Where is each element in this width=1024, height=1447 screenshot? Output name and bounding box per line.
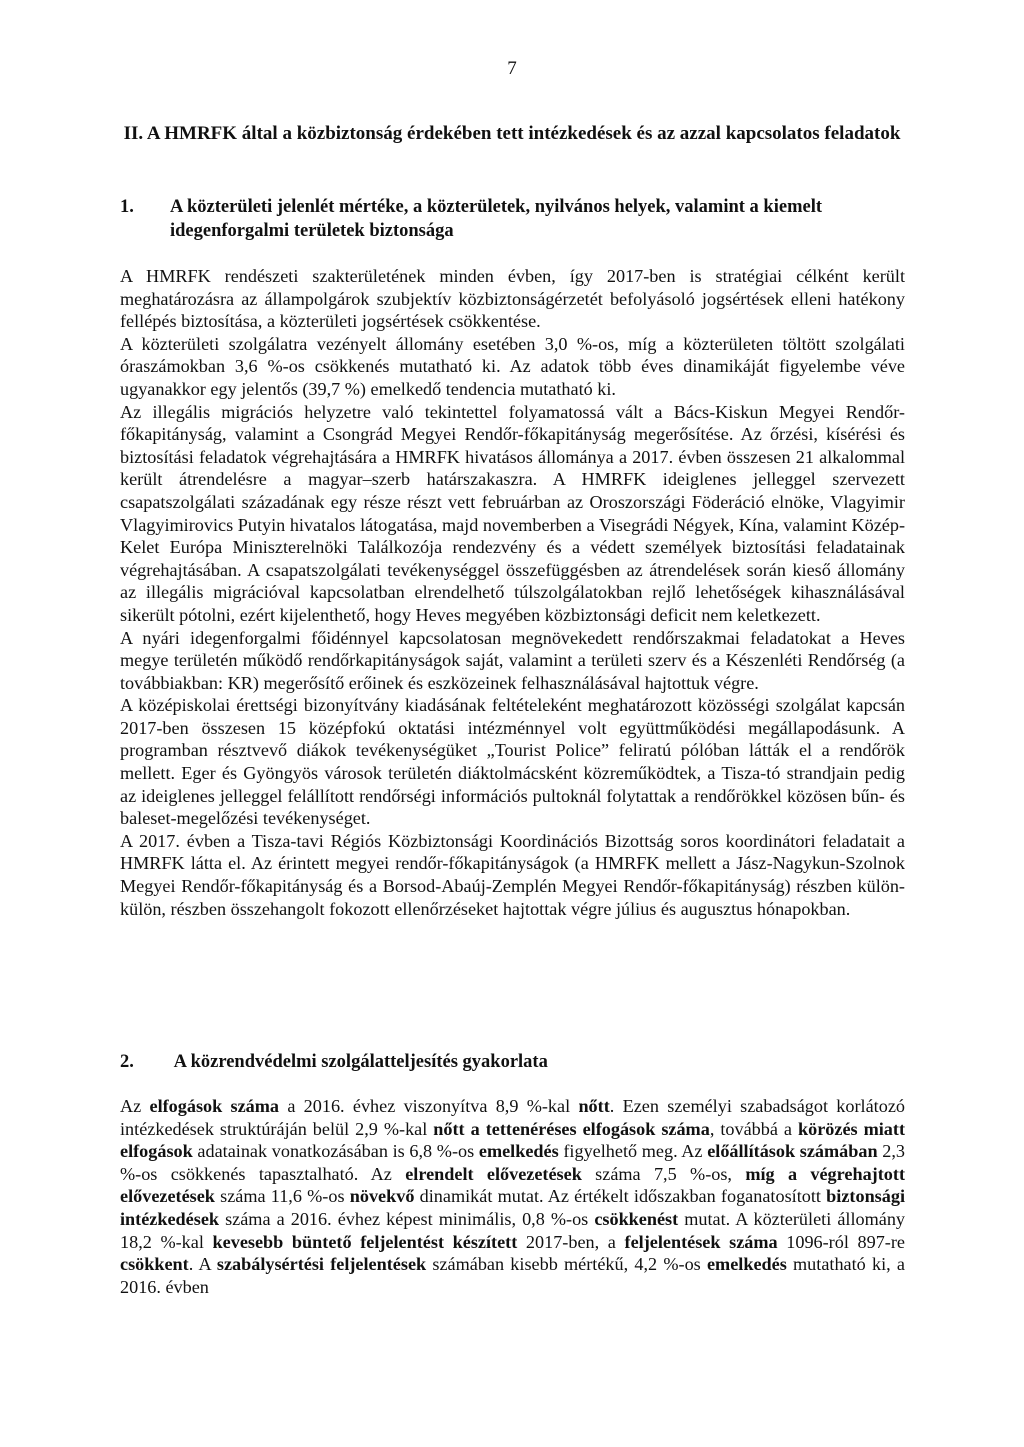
section-1-heading — [120, 195, 910, 243]
emphasized-text: kevesebb büntető feljelentést készített — [212, 1231, 518, 1252]
text-run: 2,3 %-os csökkenés tapasztalható. Az — [120, 1141, 906, 1184]
emphasized-text: feljelentések száma — [624, 1231, 778, 1252]
emphasized-text: előállítások számában — [707, 1141, 878, 1162]
emphasized-text: emelkedés — [706, 1254, 787, 1275]
text-run: számában kisebb mértékű, 4,2 %-os — [426, 1254, 707, 1275]
section-1-title: A közterületi jelenlét mértéke, a közterületek, nyilvános helyek, valamint a kiemelt idegenforgalmi területek biztonsága — [170, 197, 822, 241]
paragraph: A nyári idegenforgalmi főidénnyel kapcsolatosan megnövekedett rendőrszakmai feladatokat a Heves megye területén működő rendőrkapitányságok saját, valamint a területi szerv és a Készenléti Rendőrség (a továbbiakban: KR) megerősítő erőinek és eszközeinek felhasználásával hajtottuk végre. — [120, 627, 905, 693]
section-1-number: 1. — [120, 197, 134, 217]
emphasized-text: elfogások száma — [149, 1096, 280, 1116]
emphasized-text: csökkent — [120, 1254, 189, 1275]
section-2-title: A közrendvédelmi szolgálatteljesítés gyakorlata — [173, 1052, 548, 1072]
emphasized-text: emelkedés — [478, 1141, 559, 1162]
chapter-heading: II. A HMRFK által a közbiztonság érdekében tett intézkedések és az azzal kapcsolatos feladatok — [123, 123, 901, 144]
text-run: dinamikát mutat. Az értékelt időszakban foganatosított — [414, 1186, 827, 1207]
text-run: , továbbá a — [709, 1118, 798, 1139]
emphasized-text: nőtt a tettenéréses elfogások száma — [433, 1118, 710, 1139]
text-run: száma a 2016. évhez képest minimális, 0,8 %-os — [219, 1208, 595, 1229]
emphasized-text: nőtt — [578, 1096, 610, 1116]
paragraph — [120, 1095, 905, 1298]
text-run: 1096-ról 897-re — [777, 1231, 905, 1252]
page-number: 7 — [507, 58, 517, 79]
text-run: száma 11,6 %-os — [214, 1186, 350, 1207]
text-run: figyelhető meg. Az — [558, 1141, 708, 1162]
section-2-body — [120, 1095, 905, 1298]
emphasized-text: elrendelt elővezetések — [405, 1163, 582, 1184]
paragraph: A középiskolai érettségi bizonyítvány kiadásának feltételeként meghatározott közösségi szolgálat kapcsán 2017-ben összesen 15 középfokú oktatási intézménnyel volt együttműködési megállapodásunk. A programban résztvevő diákok tevékenységüket „Tourist Police” feliratú pólóban látták el a rendőrök mellett. Eger és Gyöngyös városok területén diáktolmácsként közreműködtek, a Tisza-tó strandjain pedig az ideiglenes jelleggel felállított rendőrségi információs pultoknál folytattak a rendőrökkel közösen bűn- és baleset-megelőzési tevékenységet. — [120, 695, 905, 829]
text-run: Az — [120, 1096, 150, 1116]
paragraph: A közterületi szolgálatra vezényelt állomány esetében 3,0 %-os, míg a közterületen töltött szolgálati óraszámokban 3,6 %-os csökkenés mutatható ki. Az adatok több éves dinamikáját figyelembe véve ugyanakkor egy jelentős (39,7 %) emelkedő tendencia mutatható ki. — [120, 333, 905, 399]
section-1-body — [120, 265, 905, 920]
section-2-heading — [120, 1050, 910, 1074]
text-run: . Ezen személyi szabadságot korlátozó intézkedések struktúráján belül 2,9 %-kal — [120, 1096, 905, 1139]
emphasized-text: növekvő — [349, 1186, 415, 1207]
emphasized-text: míg a végrehajtott elővezetések — [120, 1163, 905, 1207]
paragraph: Az illegális migrációs helyzetre való tekintettel folyamatossá vált a Bács-Kiskun Megyei Rendőr-főkapitányság, valamint a Csongrád Megyei Rendőr-főkapitányság megerősítése. Az őrzési, kísérési és biztosítási feladatok végrehajtására a HMRFK hivatásos állománya a 2017. évben összesen 21 alkalommal került átrendelésre a magyar–szerb határszakaszra. A HMRFK ideiglenes jelleggel szervezett csapatszolgálati századának egy része részt vett februárban az Oroszországi Föderáció elnöke, Vlagyimir Vlagyimirovics Putyin hivatalos látogatása, majd novemberben a Visegrádi Négyek, Kína, valamint Közép-Kelet Európa Miniszterelnöki Találkozója rendezvény és a védett személyek biztosítási feladatainak végrehajtásában. A csapatszolgálati tevékenységgel összefüggésben az átrendelések során kieső állomány az illegális migrációval kapcsolatban elrendelhető túlszolgálatokban rejlő lehetőségek kihasználásával sikerült pótolni, ezért kijelenthető, hogy Heves megyében közbiztonsági deficit nem keletkezett. — [120, 401, 905, 625]
paragraph: A 2017. évben a Tisza-tavi Régiós Közbiztonsági Koordinációs Bizottság soros koordinátori feladatait a HMRFK látta el. Az érintett megyei rendőr-főkapitányságok (a HMRFK mellett a Jász-Nagykun-Szolnok Megyei Rendőr-főkapitányság és a Borsod-Abaúj-Zemplén Megyei Rendőr-főkapitányság) részben külön-külön, részben összehangolt fokozott ellenőrzéseket hajtottak végre július és augusztus hónapokban. — [120, 830, 905, 919]
text-run: 2017-ben, a — [517, 1231, 625, 1252]
emphasized-text: szabálysértési feljelentések — [216, 1254, 427, 1275]
text-run: adatainak vonatkozásában is 6,8 %-os — [192, 1141, 479, 1162]
text-run: a 2016. évhez viszonyítva 8,9 %-kal — [279, 1096, 579, 1116]
emphasized-text: körözés miatt elfogások — [120, 1118, 906, 1162]
emphasized-text: biztonsági intézkedések — [120, 1186, 905, 1229]
paragraph: A HMRFK rendészeti szakterületének minden évben, így 2017-ben is stratégiai célként került meghatározásra az állampolgárok szubjektív közbiztonságérzetét befolyásoló jogsértések elleni hatékony fellépés biztosítása, a közterületi jogsértések csökkentése. — [120, 266, 905, 332]
text-run: mutat. A közterületi állomány 18,2 %-kal — [120, 1208, 906, 1252]
text-run: száma 7,5 %-os, — [581, 1163, 746, 1184]
text-run: mutatható ki, a 2016. évben — [120, 1254, 905, 1297]
text-run: . A — [188, 1254, 217, 1275]
section-2-number: 2. — [120, 1052, 134, 1072]
emphasized-text: csökkenést — [594, 1208, 679, 1229]
